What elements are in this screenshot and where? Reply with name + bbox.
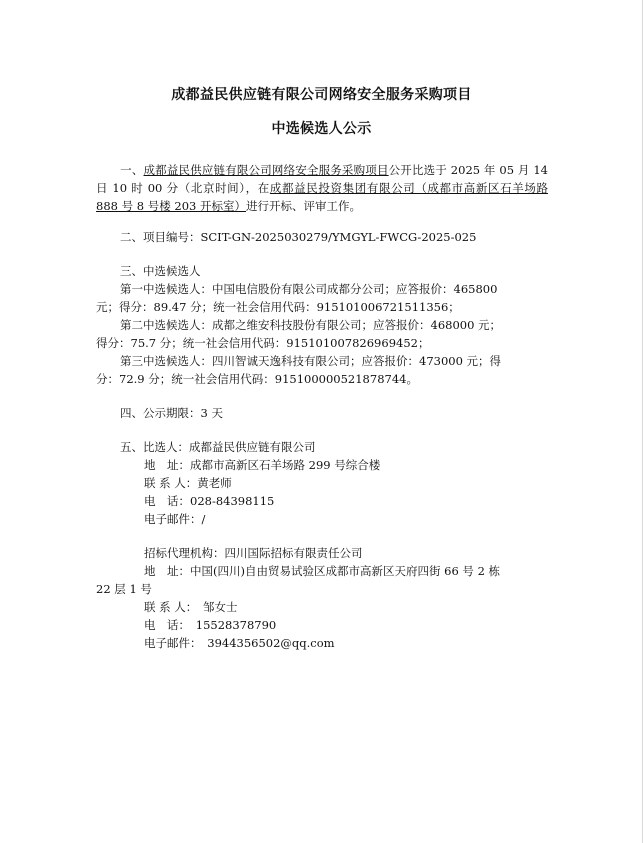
candidate-2-line-2: 得分：75.7 分；统一社会信用代码：915101007826969452； xyxy=(96,336,430,350)
publicity-period: 四、公示期限：3 天 xyxy=(120,406,223,420)
candidate-3-line-2: 分：72.9 分；统一社会信用代码：915100000521878744。 xyxy=(96,372,418,386)
document-title: 成都益民供应链有限公司网络安全服务采购项目 xyxy=(171,87,472,103)
purchaser-phone: 电 话：028-84398115 xyxy=(144,494,275,508)
candidate-2-line-1: 第二中选候选人：成都之维安科技股份有限公司；应答报价：468000 元； xyxy=(120,318,502,332)
document-subtitle: 中选候选人公示 xyxy=(271,121,372,137)
candidate-1-line-1: 第一中选候选人：中国电信股份有限公司成都分公司；应答报价：465800 xyxy=(120,282,498,296)
agency-address-line-2: 22 层 1 号 xyxy=(96,582,152,596)
purchaser-address: 地 址：成都市高新区石羊场路 299 号综合楼 xyxy=(144,458,381,472)
agency-address-line-1: 地 址：中国(四川)自由贸易试验区成都市高新区天府四街 66 号 2 栋 xyxy=(144,564,501,578)
venue: 成都益民投资集团有限公司（成都市高新区石羊场路 888 号 8 号楼 203 开标室） xyxy=(96,181,548,214)
section-3-heading: 三、中选候选人 xyxy=(120,264,201,278)
purchaser-contact: 联 系 人：黄老师 xyxy=(144,476,232,490)
candidate-1-line-2: 元；得分：89.47 分；统一社会信用代码：915101006721511356； xyxy=(96,300,460,314)
section-1-text-b: 进行开标、评审工作。 xyxy=(246,199,361,214)
agency-email: 电子邮件： 3944356502@qq.com xyxy=(144,636,335,650)
agency-phone: 电 话： 15528378790 xyxy=(144,618,277,632)
project-name: 成都益民供应链有限公司网络安全服务采购项目 xyxy=(143,163,389,177)
section-5-heading: 五、比选人：成都益民供应链有限公司 xyxy=(120,440,316,454)
section-1-paragraph xyxy=(96,161,548,216)
section-1-prefix: 一、 xyxy=(120,163,144,177)
agency-name: 招标代理机构：四川国际招标有限责任公司 xyxy=(144,546,363,560)
purchaser-email: 电子邮件：/ xyxy=(144,512,206,526)
project-number: 二、项目编号：SCIT-GN-2025030279/YMGYL-FWCG-2025-025 xyxy=(120,230,477,244)
agency-contact: 联 系 人： 邹女士 xyxy=(144,600,238,614)
section-1-text-a: 公开比选于 2025 年 05 月 14 日 10 时 00 分（北京时间），在 xyxy=(96,163,548,196)
candidate-3-line-1: 第三中选候选人：四川智诚天逸科技有限公司；应答报价：473000 元；得 xyxy=(120,354,502,368)
